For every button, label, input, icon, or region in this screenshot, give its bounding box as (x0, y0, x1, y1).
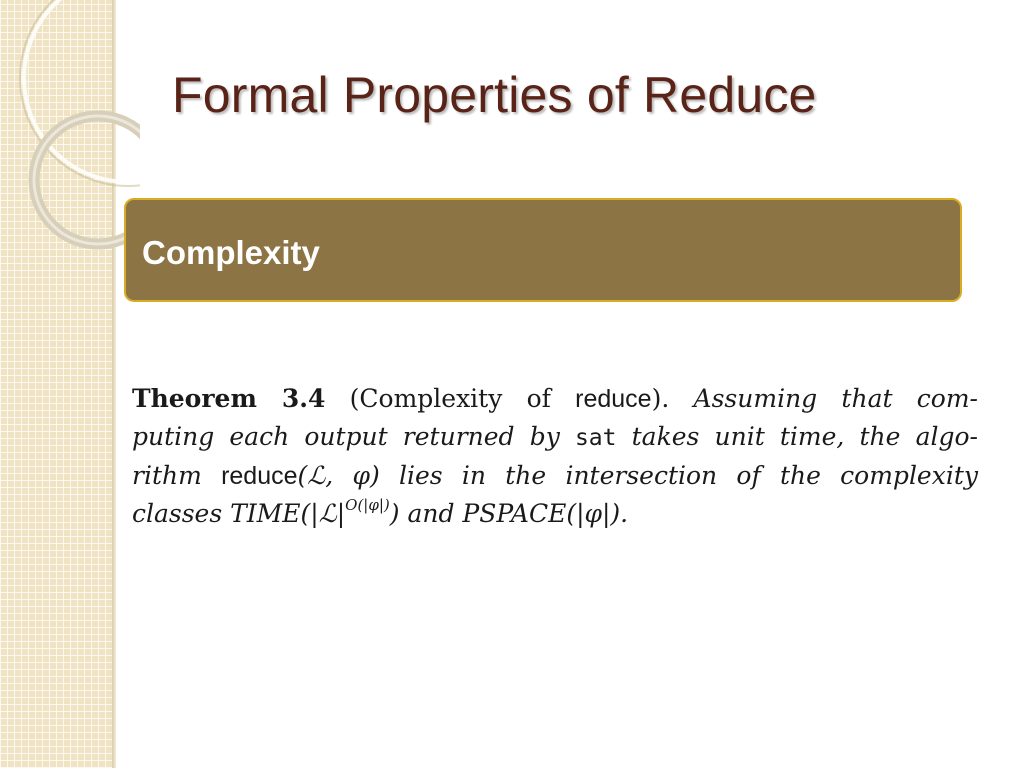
theorem-block (132, 380, 978, 536)
theorem-line-3-post: lies in the intersection of the complexity (379, 461, 978, 490)
theorem-reduce-call: reduce (221, 462, 298, 490)
theorem-line-2-post: takes unit time, the algo- (616, 422, 978, 451)
theorem-heading: Theorem 3.4 (132, 384, 326, 413)
theorem-line-1-tail: Assuming that com- (693, 384, 978, 413)
theorem-line-4-pre: classes TIME(|ℒ| (132, 499, 346, 528)
theorem-line-3-pre: rithm (132, 461, 222, 490)
theorem-reduce-word: reduce (575, 385, 652, 413)
theorem-reduce-args: (ℒ, φ) (297, 461, 380, 490)
theorem-line-1 (132, 380, 978, 418)
theorem-paren-close: ). (651, 384, 670, 413)
theorem-line-4-post: ) and PSPACE(|φ|). (389, 499, 629, 528)
theorem-line-2-pre: puting each output returned by (132, 422, 575, 451)
theorem-line-2 (132, 418, 978, 457)
section-banner-label: Complexity (142, 234, 320, 271)
section-banner (124, 198, 962, 302)
theorem-line-4 (132, 495, 978, 536)
theorem-superscript: O(|φ|) (345, 496, 390, 514)
theorem-sat-word: sat (574, 425, 617, 451)
slide-title: Formal Properties of Reduce (172, 67, 817, 123)
theorem-paren-open: (Complexity of (349, 384, 576, 413)
decorative-rings (0, 0, 140, 260)
theorem-line-3 (132, 457, 978, 495)
